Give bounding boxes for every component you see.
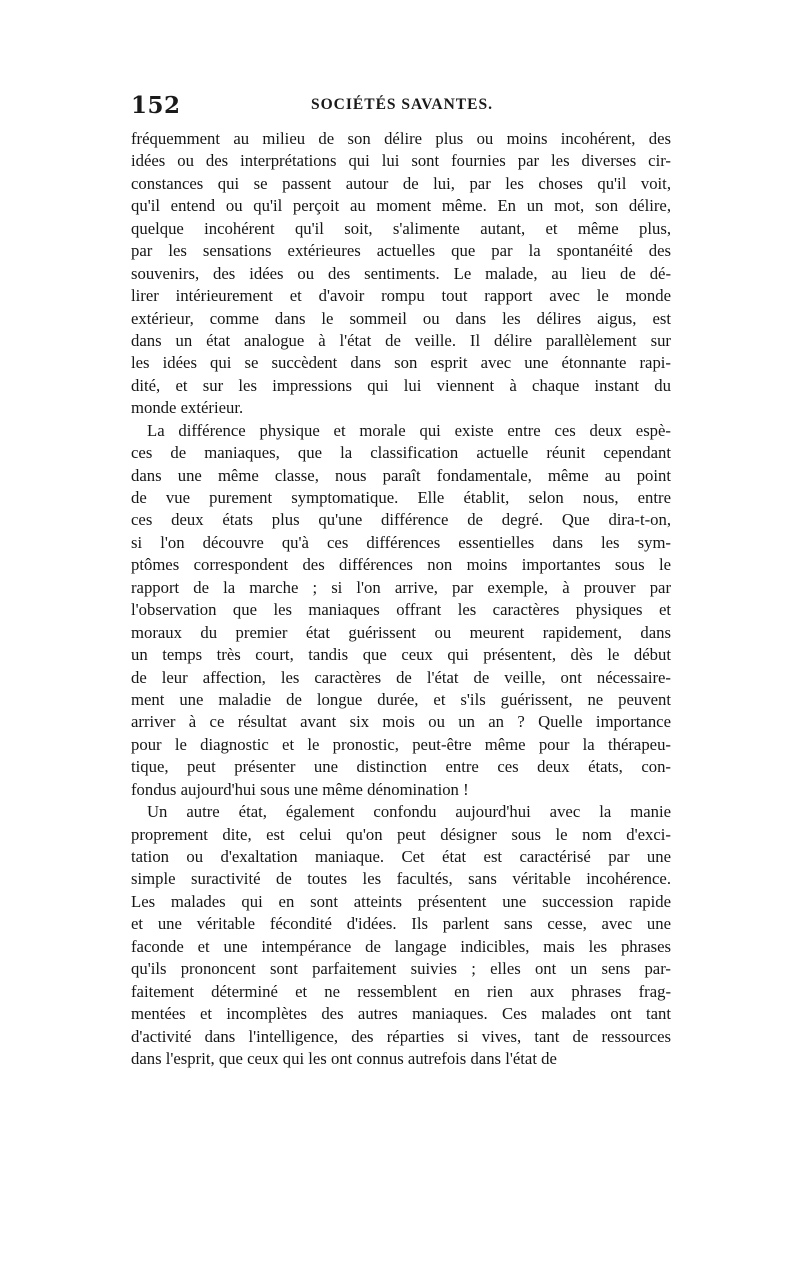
text-line: extérieur, comme dans le sommeil ou dans les délires aigus, est [131, 308, 671, 328]
text-line: fondus aujourd'hui sous une même dénomination ! [131, 779, 469, 799]
text-line: dans l'esprit, que ceux qui les ont connus autrefois dans l'état de [131, 1048, 557, 1068]
text-line: dans une même classe, nous paraît fondamentale, même au point [131, 465, 671, 485]
text-line: idées ou des interprétations qui lui sont fournies par les diverses cir- [131, 151, 671, 171]
text-line: proprement dite, est celui qu'on peut désigner sous le nom d'exci- [131, 824, 671, 844]
text-line: faitement déterminé et ne ressemblent en rien aux phrases frag- [131, 981, 671, 1001]
text-line: pour le diagnostic et le pronostic, peut-être même pour la thérapeu- [131, 734, 671, 754]
text-line: mentées et incomplètes des autres maniaques. Ces malades ont tant [131, 1004, 671, 1024]
text-line: par les sensations extérieures actuelles que par la spontanéité des [131, 241, 671, 261]
text-line: fréquemment au milieu de son délire plus ou moins incohérent, des [131, 129, 671, 148]
text-line: constances qui se passent autour de lui, par les choses qu'il voit, [131, 173, 671, 193]
text-line: ces deux états plus qu'une différence de degré. Que dira-t-on, [131, 510, 671, 530]
text-line: La différence physique et morale qui existe entre ces deux espè- [147, 420, 671, 440]
text-line: tique, peut présenter une distinction entre ces deux états, con- [131, 757, 671, 777]
text-line: de leur affection, les caractères de l'état de veille, ont nécessaire- [131, 667, 671, 687]
paragraph [131, 801, 671, 1070]
text-line: si l'on découvre qu'à ces différences essentielles dans les sym- [131, 532, 671, 552]
page-number: 152 [131, 92, 181, 119]
text-line: lirer intérieurement et d'avoir rompu tout rapport avec le monde [131, 286, 671, 306]
text-line: qu'ils prononcent sont parfaitement suivies ; elles ont un sens par- [131, 959, 671, 979]
text-line: un temps très court, tandis que ceux qui présentent, dès le début [131, 645, 671, 665]
text-line: de vue purement symptomatique. Elle établit, selon nous, entre [131, 488, 671, 507]
text-line: monde extérieur. [131, 398, 244, 418]
text-line: Les malades qui en sont atteints présentent une succession rapide [131, 891, 671, 911]
text-line: dité, et sur les impressions qui lui viennent à chaque instant du [131, 375, 671, 395]
running-head: SOCIÉTÉS SAVANTES. [311, 96, 493, 113]
text-line: arriver à ce résultat avant six mois ou un an ? Quelle importance [131, 712, 671, 732]
text-line: rapport de la marche ; si l'on arrive, par exemple, à prouver par [131, 577, 671, 597]
text-line: dans un état analogue à l'état de veille. Il délire parallèlement sur [131, 330, 671, 350]
text-line: l'observation que les maniaques offrant les caractères physiques et [131, 600, 671, 620]
text-line: quelque incohérent qu'il soit, s'alimente autant, et même plus, [131, 218, 671, 238]
text-line: qu'il entend ou qu'il perçoit au moment même. En un mot, son délire, [131, 196, 671, 216]
body-text [131, 128, 671, 1070]
text-line: ces de maniaques, que la classification actuelle réunit cependant [131, 443, 671, 463]
text-line: faconde et une intempérance de langage indicibles, mais les phrases [131, 936, 671, 956]
text-line: les idées qui se succèdent dans son esprit avec une étonnante rapi- [131, 353, 671, 373]
paragraph [131, 128, 671, 420]
paragraph [131, 420, 671, 801]
page-header [131, 92, 671, 122]
text-line: simple suractivité de toutes les facultés, sans véritable incohérence. [131, 869, 671, 889]
text-line: Un autre état, également confondu aujourd'hui avec la manie [147, 802, 671, 822]
text-line: et une véritable fécondité d'idées. Ils parlent sans cesse, avec une [131, 914, 671, 934]
text-line: souvenirs, des idées ou des sentiments. Le malade, au lieu de dé- [131, 263, 671, 283]
text-line: tation ou d'exaltation maniaque. Cet état est caractérisé par une [131, 847, 671, 866]
text-line: d'activité dans l'intelligence, des réparties si vives, tant de ressources [131, 1026, 671, 1046]
text-line: ptômes correspondent des différences non moins importantes sous le [131, 555, 671, 575]
text-line: moraux du premier état guérissent ou meurent rapidement, dans [131, 622, 671, 642]
text-line: ment une maladie de longue durée, et s'ils guérissent, ne peuvent [131, 689, 671, 709]
